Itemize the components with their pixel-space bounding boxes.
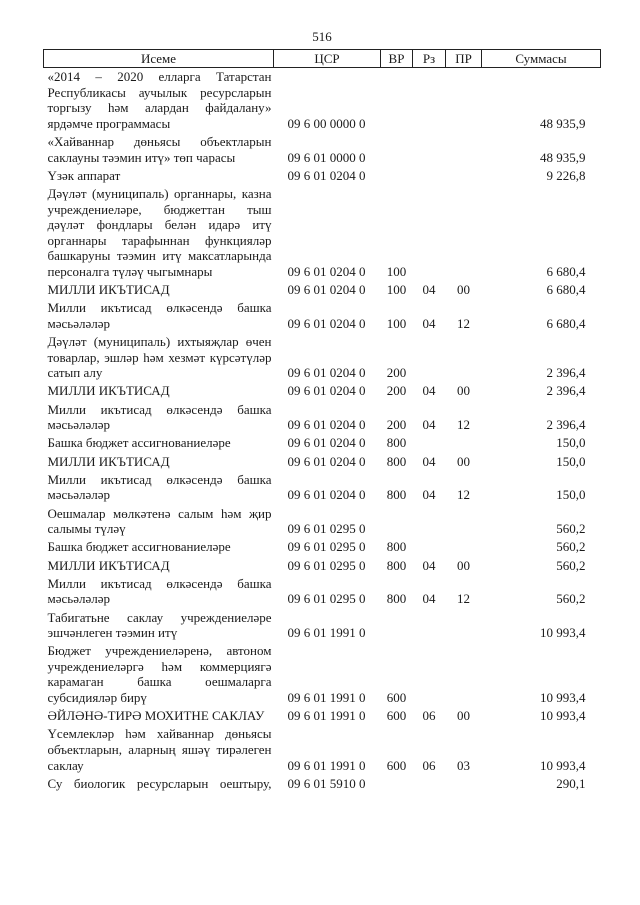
pr-cell: 00 xyxy=(457,453,470,469)
vr-cell xyxy=(381,505,413,539)
vr-cell: 200 xyxy=(386,417,407,433)
page-number: 516 xyxy=(312,29,332,44)
pr-cell xyxy=(446,333,482,382)
rz-cell: 04 xyxy=(422,417,436,433)
pr-cell xyxy=(446,775,482,793)
vr-cell: 800 xyxy=(386,557,407,573)
vr-cell: 100 xyxy=(386,282,407,298)
csr-cell: 09 6 01 0204 0 xyxy=(287,263,366,279)
vr-cell xyxy=(381,609,413,643)
rz-cell: 04 xyxy=(422,453,436,469)
table-row xyxy=(44,382,601,400)
vr-cell: 100 xyxy=(386,315,407,331)
rz-cell xyxy=(413,333,446,382)
pr-cell: 12 xyxy=(457,417,470,433)
vr-cell xyxy=(381,68,413,133)
sum-cell: 150,0 xyxy=(556,435,586,451)
header-rz: Рз xyxy=(413,50,446,68)
vr-cell: 800 xyxy=(386,435,407,451)
csr-cell: 09 6 01 0295 0 xyxy=(287,557,366,573)
rz-cell xyxy=(413,185,446,281)
pr-cell: 00 xyxy=(457,708,470,724)
sum-cell: 2 396,4 xyxy=(546,365,586,381)
name-cell: МИЛЛИ ИКЪТИСАД xyxy=(47,453,170,469)
csr-cell: 09 6 01 0204 0 xyxy=(287,315,366,331)
table-row xyxy=(44,434,601,452)
name-cell: Башка бюджет ассигнованиеләре xyxy=(47,435,231,451)
sum-cell: 2 396,4 xyxy=(546,417,586,433)
csr-cell: 09 6 01 0295 0 xyxy=(287,591,366,607)
name-cell: Табигатьне саклау учреждениеләре эшчәнлеген тәэмин итү xyxy=(47,609,272,641)
name-cell: Су биологик ресурсларын оештыру, xyxy=(47,775,272,791)
table-row xyxy=(44,642,601,707)
vr-cell: 600 xyxy=(386,757,407,773)
csr-cell: 09 6 01 0204 0 xyxy=(287,435,366,451)
rz-cell xyxy=(413,167,446,185)
sum-cell: 290,1 xyxy=(556,775,586,791)
sum-cell: 150,0 xyxy=(556,453,586,469)
rz-cell: 04 xyxy=(422,557,436,573)
csr-cell: 09 6 01 0204 0 xyxy=(287,282,366,298)
rz-cell: 04 xyxy=(422,282,436,298)
vr-cell: 200 xyxy=(386,365,407,381)
sum-cell: 2 396,4 xyxy=(546,383,586,399)
vr-cell: 100 xyxy=(386,263,407,279)
name-cell: «2014 – 2020 елларга Татарстан Республикасы аучылык ресурсларын торгызу һәм алардан файдалану» ярдәмче программасы xyxy=(47,69,272,131)
pr-cell xyxy=(446,538,482,556)
table-row xyxy=(44,775,601,793)
pr-cell xyxy=(446,185,482,281)
table-row xyxy=(44,167,601,185)
table-row xyxy=(44,281,601,299)
vr-cell: 600 xyxy=(386,690,407,706)
rz-cell: 04 xyxy=(422,591,436,607)
sum-cell: 560,2 xyxy=(556,591,586,607)
table-row xyxy=(44,453,601,471)
sum-cell: 10 993,4 xyxy=(540,757,586,773)
pr-cell: 03 xyxy=(457,757,470,773)
table-row xyxy=(44,185,601,281)
pr-cell: 00 xyxy=(457,383,470,399)
sum-cell: 48 935,9 xyxy=(540,115,586,131)
pr-cell: 00 xyxy=(457,282,470,298)
pr-cell xyxy=(446,68,482,133)
rz-cell: 04 xyxy=(422,383,436,399)
table-row xyxy=(44,575,601,609)
sum-cell: 6 680,4 xyxy=(546,263,586,279)
csr-cell: 09 6 01 0204 0 xyxy=(287,167,366,183)
csr-cell: 09 6 01 0204 0 xyxy=(287,417,366,433)
pr-cell: 00 xyxy=(457,557,470,573)
table-row xyxy=(44,538,601,556)
vr-cell: 800 xyxy=(386,539,407,555)
header-csr: ЦСР xyxy=(274,50,381,68)
header-pr: ПР xyxy=(446,50,482,68)
rz-cell: 04 xyxy=(422,487,436,503)
name-cell: Милли икътисад өлкәсендә башка мәсьәләләр xyxy=(47,575,272,607)
rz-cell xyxy=(413,68,446,133)
table-row xyxy=(44,299,601,333)
rz-cell xyxy=(413,505,446,539)
vr-cell: 600 xyxy=(386,708,407,724)
name-cell: Дәүләт (муниципаль) ихтыяҗлар өчен товарлар, эшләр һәм хезмәт күрсәтүләр сатып алу xyxy=(47,334,272,381)
csr-cell: 09 6 01 0204 0 xyxy=(287,383,366,399)
table-row xyxy=(44,471,601,505)
rz-cell: 06 xyxy=(422,757,436,773)
vr-cell xyxy=(381,167,413,185)
pr-cell xyxy=(446,609,482,643)
name-cell: МИЛЛИ ИКЪТИСАД xyxy=(47,383,170,399)
rz-cell xyxy=(413,642,446,707)
vr-cell: 800 xyxy=(386,591,407,607)
rz-cell: 06 xyxy=(422,708,436,724)
csr-cell: 09 6 01 5910 0 xyxy=(287,775,366,791)
name-cell: Милли икътисад өлкәсендә башка мәсьәләләр xyxy=(47,471,272,503)
budget-table xyxy=(43,49,601,793)
csr-cell: 09 6 01 1991 0 xyxy=(287,625,366,641)
table-row xyxy=(44,505,601,539)
name-cell: Үзәк аппарат xyxy=(47,167,121,183)
pr-cell xyxy=(446,133,482,167)
name-cell: Оешмалар мөлкәтенә салым һәм җир салымы түләү xyxy=(47,505,272,537)
vr-cell: 800 xyxy=(386,453,407,469)
sum-cell: 560,2 xyxy=(556,539,586,555)
csr-cell: 09 6 01 0204 0 xyxy=(287,453,366,469)
sum-cell: 6 680,4 xyxy=(546,282,586,298)
rz-cell xyxy=(413,434,446,452)
sum-cell: 48 935,9 xyxy=(540,149,586,165)
csr-cell: 09 6 01 0204 0 xyxy=(287,487,366,503)
rz-cell xyxy=(413,775,446,793)
csr-cell: 09 6 01 0295 0 xyxy=(287,539,366,555)
table-row xyxy=(44,68,601,133)
header-vr: ВР xyxy=(381,50,413,68)
rz-cell: 04 xyxy=(422,315,436,331)
name-cell: Дәүләт (муниципаль) органнары, казна учреждениеләре, бюджеттан тыш дәүләт фондлары белән идарә итү органнары тарафыннан функцияләр башкаруны тәэмин итү максатларында персоналга түләү чыгымнары xyxy=(47,185,272,279)
table-row xyxy=(44,333,601,382)
name-cell: «Хайваннар дөньясы объектларын саклауны тәэмин итү» төп чарасы xyxy=(47,133,272,165)
table-row xyxy=(44,725,601,774)
table-row xyxy=(44,609,601,643)
name-cell: Башка бюджет ассигнованиеләре xyxy=(47,539,231,555)
header-sum: Суммасы xyxy=(482,50,601,68)
csr-cell: 09 6 00 0000 0 xyxy=(287,115,366,131)
vr-cell: 800 xyxy=(386,487,407,503)
name-cell: ӘЙЛӘНӘ-ТИРӘ МОХИТНЕ САКЛАУ xyxy=(47,708,265,724)
name-cell: Милли икътисад өлкәсендә башка мәсьәләләр xyxy=(47,401,272,433)
table-row xyxy=(44,401,601,435)
pr-cell xyxy=(446,167,482,185)
sum-cell: 150,0 xyxy=(556,487,586,503)
name-cell: Милли икътисад өлкәсендә башка мәсьәләләр xyxy=(47,300,272,331)
header-row xyxy=(44,50,601,68)
csr-cell: 09 6 01 0000 0 xyxy=(287,149,366,165)
name-cell: МИЛЛИ ИКЪТИСАД xyxy=(47,282,170,298)
pr-cell xyxy=(446,642,482,707)
sum-cell: 9 226,8 xyxy=(546,167,586,183)
pr-cell: 12 xyxy=(457,315,470,331)
header-name: Исеме xyxy=(44,50,274,68)
csr-cell: 09 6 01 1991 0 xyxy=(287,690,366,706)
pr-cell: 12 xyxy=(457,487,470,503)
pr-cell xyxy=(446,434,482,452)
vr-cell xyxy=(381,775,413,793)
table-row xyxy=(44,707,601,725)
csr-cell: 09 6 01 0204 0 xyxy=(287,365,366,381)
rz-cell xyxy=(413,133,446,167)
sum-cell: 560,2 xyxy=(556,521,586,537)
table-row xyxy=(44,557,601,575)
rz-cell xyxy=(413,609,446,643)
sum-cell: 10 993,4 xyxy=(540,625,586,641)
vr-cell: 200 xyxy=(386,383,407,399)
sum-cell: 10 993,4 xyxy=(540,690,586,706)
pr-cell xyxy=(446,505,482,539)
csr-cell: 09 6 01 1991 0 xyxy=(287,708,366,724)
name-cell: МИЛЛИ ИКЪТИСАД xyxy=(47,557,170,573)
name-cell: Бюджет учреждениеләренә, автоном учреждениеләргә һәм коммерциягә карамаган башка оешмаларга субсидияләр бирү xyxy=(47,643,272,706)
name-cell: Үсемлекләр һәм хайваннар дөньясы объектларын, аларның яшәү тирәлеген саклау xyxy=(47,726,272,773)
sum-cell: 560,2 xyxy=(556,557,586,573)
table-row xyxy=(44,133,601,167)
csr-cell: 09 6 01 0295 0 xyxy=(287,521,366,537)
csr-cell: 09 6 01 1991 0 xyxy=(287,757,366,773)
sum-cell: 10 993,4 xyxy=(540,708,586,724)
pr-cell: 12 xyxy=(457,591,470,607)
sum-cell: 6 680,4 xyxy=(546,315,586,331)
vr-cell xyxy=(381,133,413,167)
rz-cell xyxy=(413,538,446,556)
